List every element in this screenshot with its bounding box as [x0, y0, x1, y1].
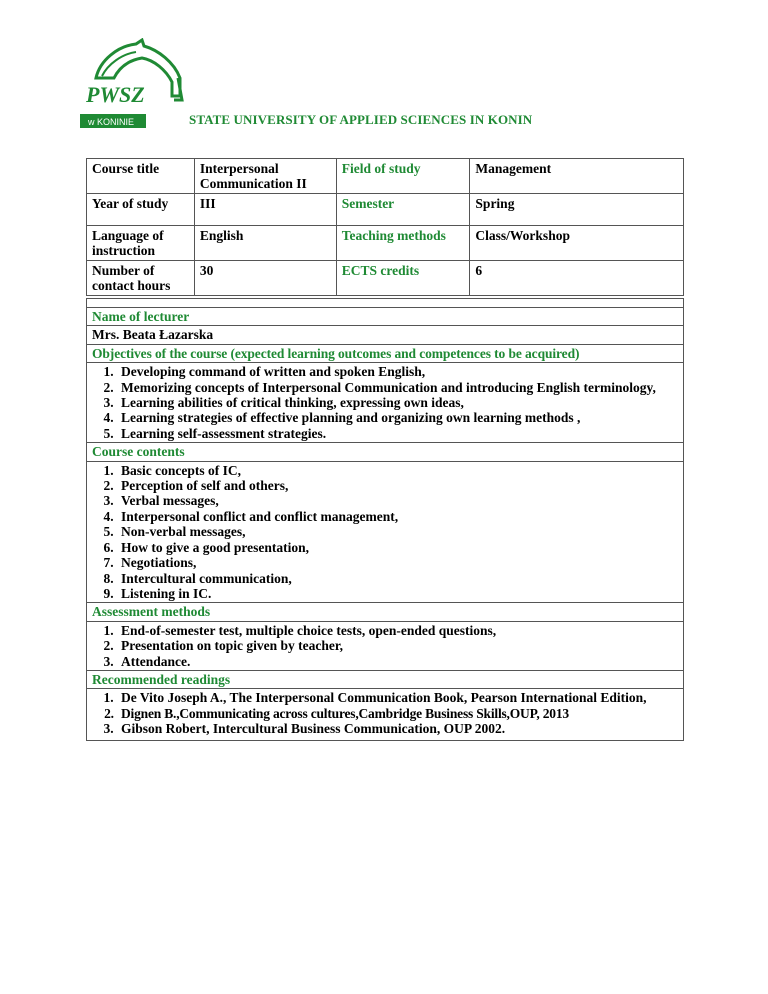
- horse-logo-icon: [78, 38, 188, 130]
- list-item: 2. Presentation on topic given by teacher,: [117, 638, 678, 653]
- language-value: English: [194, 226, 336, 261]
- svg-text:w KONINIE: w KONINIE: [88, 117, 135, 127]
- objectives-list: [86, 363, 684, 443]
- course-title-value: Interpersonal Communication II: [194, 159, 336, 194]
- ects-label: ECTS credits: [336, 261, 470, 296]
- ects-value: 6: [470, 261, 684, 296]
- course-title-label: Course title: [87, 159, 195, 194]
- hours-value: 30: [194, 261, 336, 296]
- list-item: 3. Learning abilities of critical thinking, expressing own ideas,: [117, 395, 678, 410]
- list-item: 5. Learning self-assessment strategies.: [117, 426, 678, 441]
- field-value: Management: [470, 159, 684, 194]
- svg-text:PWSZ: PWSZ: [86, 82, 145, 107]
- readings-list: [86, 689, 684, 740]
- list-item: 9. Listening in IC.: [117, 586, 678, 601]
- list-item: 4. Learning strategies of effective planning and organizing own learning methods ,: [117, 410, 678, 425]
- list-item: 6. How to give a good presentation,: [117, 540, 678, 555]
- list-item: 5. Non-verbal messages,: [117, 524, 678, 539]
- list-item: 3. Verbal messages,: [117, 493, 678, 508]
- list-item: 2. Dignen B.,Communicating across cultures,Cambridge Business Skills,OUP, 2013: [117, 706, 678, 721]
- university-logo: [78, 38, 188, 130]
- semester-value: Spring: [470, 194, 684, 226]
- university-name: STATE UNIVERSITY OF APPLIED SCIENCES IN KONIN: [189, 112, 533, 127]
- list-item: 2. Perception of self and others,: [117, 478, 678, 493]
- lecturer-heading: Name of lecturer: [86, 308, 684, 326]
- course-info-table: [86, 158, 684, 296]
- assessment-list: [86, 622, 684, 671]
- list-item: 8. Intercultural communication,: [117, 571, 678, 586]
- teaching-label: Teaching methods: [336, 226, 470, 261]
- contents-list: [86, 462, 684, 604]
- semester-label: Semester: [336, 194, 470, 226]
- field-label: Field of study: [336, 159, 470, 194]
- list-item: 4. Interpersonal conflict and conflict management,: [117, 509, 678, 524]
- list-item: 1. Basic concepts of IC,: [117, 463, 678, 478]
- list-item: 1. De Vito Joseph A., The Interpersonal Communication Book, Pearson International Edition,: [117, 690, 678, 705]
- contents-heading: Course contents: [86, 443, 684, 461]
- teaching-value: Class/Workshop: [470, 226, 684, 261]
- assessment-heading: Assessment methods: [86, 603, 684, 621]
- list-item: 3. Gibson Robert, Intercultural Business Communication, OUP 2002.: [117, 721, 678, 736]
- readings-heading: Recommended readings: [86, 671, 684, 689]
- year-value: III: [194, 194, 336, 226]
- list-item: 1. Developing command of written and spoken English,: [117, 364, 678, 379]
- list-item: 2. Memorizing concepts of Interpersonal Communication and introducing English terminology,: [117, 380, 678, 395]
- lecturer-name: Mrs. Beata Łazarska: [86, 326, 684, 344]
- divider: [86, 298, 684, 308]
- course-details: [86, 298, 684, 741]
- list-item: 7. Negotiations,: [117, 555, 678, 570]
- list-item: 3. Attendance.: [117, 654, 678, 669]
- list-item: 1. End-of-semester test, multiple choice tests, open-ended questions,: [117, 623, 678, 638]
- objectives-heading: Objectives of the course (expected learning outcomes and competences to be acquired): [86, 345, 684, 363]
- hours-label: Number of contact hours: [87, 261, 195, 296]
- year-label: Year of study: [87, 194, 195, 226]
- language-label: Language of instruction: [87, 226, 195, 261]
